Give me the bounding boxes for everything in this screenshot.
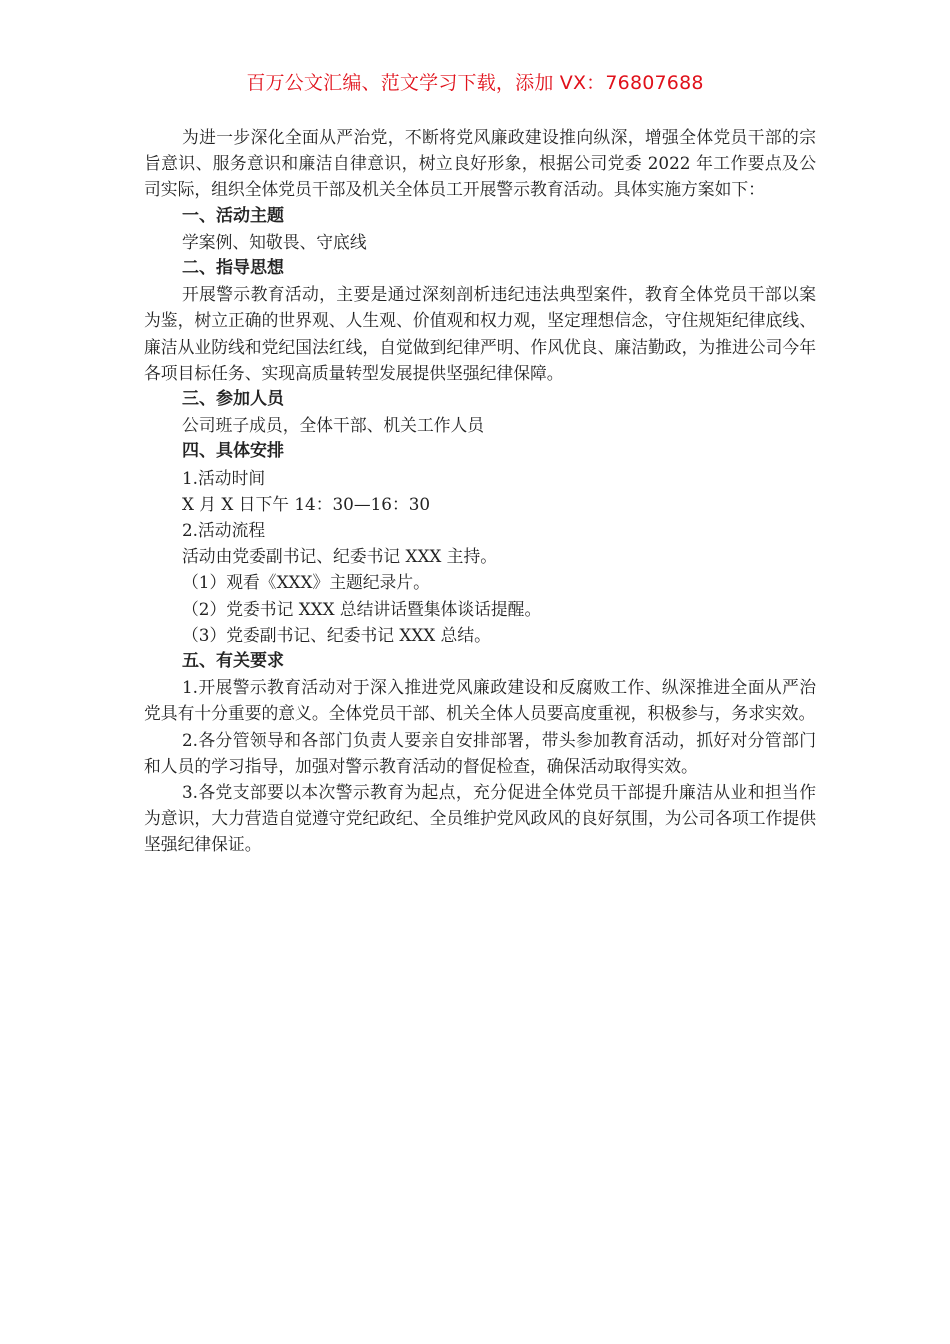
header-banner: 百万公文汇编、范文学习下载，添加 VX：76807688 [246, 72, 704, 94]
section-body-participants: 公司班子成员，全体干部、机关工作人员 [182, 415, 485, 436]
section-heading-theme: 一、活动主题 [182, 205, 284, 226]
section-body-theme: 学案例、知敬畏、守底线 [182, 231, 367, 252]
requirement-item: 1.开展警示教育活动对于深入推进党风廉政建设和反腐败工作、纵深推进全面从严治党具有十分重要的意义。全体党员干部、机关全体人员要高度重视，积极参与，务求实效。 [144, 677, 816, 724]
flow-step: （2）党委书记 XXX 总结讲话暨集体谈话提醒。 [182, 598, 542, 619]
arrangement-time-label: 1.活动时间 [182, 467, 266, 488]
intro-paragraph: 为进一步深化全面从严治党，不断将党风廉政建设推向纵深，增强全体党员干部的宗旨意识、服务意识和廉洁自律意识，树立良好形象，根据公司党委 2022 年工作要点及公司实际，组织全体党员干部及机关全体员工开展警示教育活动。具体实施方案如下： [144, 127, 816, 200]
requirement-item: 3.各党支部要以本次警示教育为起点，充分促进全体党员干部提升廉洁从业和担当作为意识，大力营造自觉遵守党纪政纪、全员维护党风政风的良好氛围，为公司各项工作提供坚强纪律保证。 [144, 782, 816, 855]
section-heading-requirements: 五、有关要求 [182, 651, 284, 672]
flow-step: （1）观看《XXX》主题纪录片。 [182, 572, 430, 593]
section-heading-participants: 三、参加人员 [182, 389, 284, 410]
arrangement-time-value: X 月 X 日下午 14：30—16：30 [182, 493, 431, 514]
section-heading-arrangement: 四、具体安排 [182, 441, 284, 462]
requirement-item: 2.各分管领导和各部门负责人要亲自安排部署，带头参加教育活动，抓好对分管部门和人员的学习指导，加强对警示教育活动的督促检查，确保活动取得实效。 [144, 729, 816, 776]
document-body [144, 124, 816, 858]
section-body-guiding-ideology: 开展警示教育活动，主要是通过深刻剖析违纪违法典型案件，教育全体党员干部以案为鉴，树立正确的世界观、人生观、价值观和权力观，坚定理想信念，守住规矩纪律底线、廉洁从业防线和党纪国法红线，自觉做到纪律严明、作风优良、廉洁勤政，为推进公司今年各项目标任务、实现高质量转型发展提供坚强纪律保障。 [144, 284, 816, 383]
flow-step: （3）党委副书记、纪委书记 XXX 总结。 [182, 624, 491, 645]
section-heading-guiding-ideology: 二、指导思想 [182, 258, 284, 279]
arrangement-flow-label: 2.活动流程 [182, 520, 266, 541]
arrangement-flow-intro: 活动由党委副书记、纪委书记 XXX 主持。 [182, 546, 498, 567]
